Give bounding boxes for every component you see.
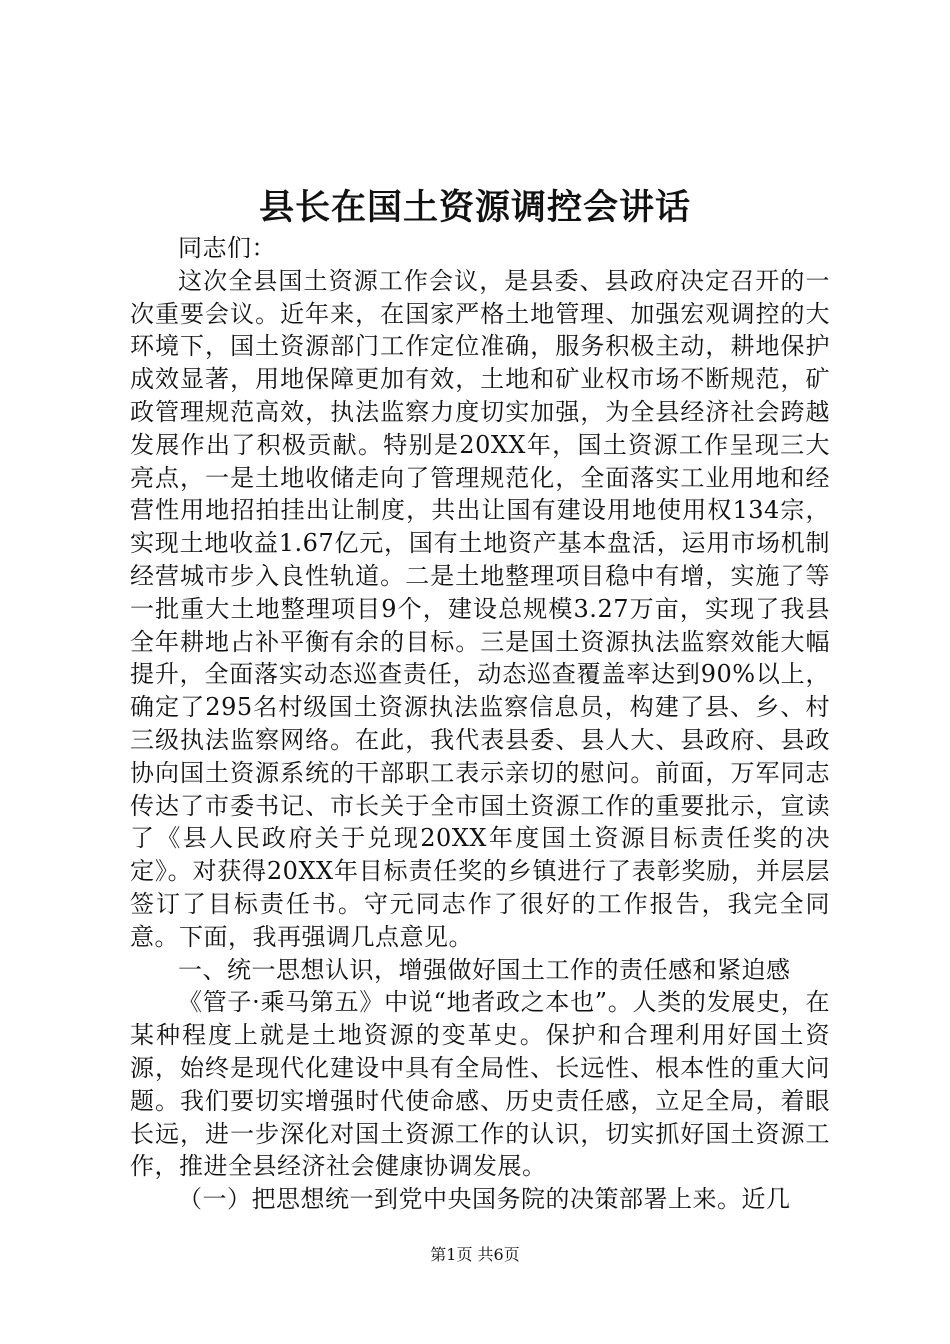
page-footer: 第1页 共6页 (430, 1245, 520, 1264)
salutation: 同志们： (178, 234, 276, 262)
section-heading-1: 一、统一思想认识，增强做好国土工作的责任感和紧迫感 (178, 955, 791, 984)
paragraph-1: 这次全县国土资源工作会议，是县委、县政府决定召开的一次重要会议。近年来，在国家严格土地管理、加强宏观调控的大环境下，国土资源部门工作定位准确，服务积极主动，耕地保护成效显著，用地保障更加有效，土地和矿业权市场不断规范，矿政管理规范高效，执法监察力度切实加强，为全县经济社会跨越发展作出了积极贡献。特别是20XX年，国土资源工作呈现三大亮点，一是土地收储走向了管理规范化，全面落实工业用地和经营性用地招拍挂出让制度，共出让国有建设用地使用权134宗，实现土地收益1.67亿元，国有土地资产基本盘活，运用市场机制经营城市步入良性轨道。二是土地整理项目稳中有增，实施了等一批重大土地整理项目9个，建设总规模3.27万亩，实现了我县全年耕地占补平衡有余的目标。三是国土资源执法监察效能大幅提升，全面落实动态巡查责任，动态巡查覆盖率达到90%以上，确定了295名村级国土资源执法监察信息员，构建了县、乡、村三级执法监察网络。在此，我代表县委、县人大、县政府、县政协向国土资源系统的干部职工表示亲切的慰问。前面，万军同志传达了市委书记、市长关于全市国土资源工作的重要批示，宣读了《县人民政府关于兑现20XX年度国土资源目标责任奖的决定》。对获得20XX年目标责任奖的乡镇进行了表彰奖励，并层层签订了目标责任书。守元同志作了很好的工作报告，我完全同意。下面，我再强调几点意见。 (130, 266, 830, 951)
subsection-heading-1: （一）把思想统一到党中央国务院的决策部署上来。近几 (178, 1185, 791, 1214)
paragraph-2: 《管子·乘马第五》中说“地者政之本也”。人类的发展史，在某种程度上就是土地资源的变革史。保护和合理利用好国土资源，始终是现代化建设中具有全局性、长远性、根本性的重大问题。我们要切实增强时代使命感、历史责任感，立足全局，着眼长远，进一步深化对国土资源工作的认识，切实抓好国土资源工作，推进全县经济社会健康协调发展。 (130, 988, 830, 1181)
document-title: 县长在国土资源调控会讲话 (258, 187, 691, 228)
document-body (130, 232, 830, 1216)
